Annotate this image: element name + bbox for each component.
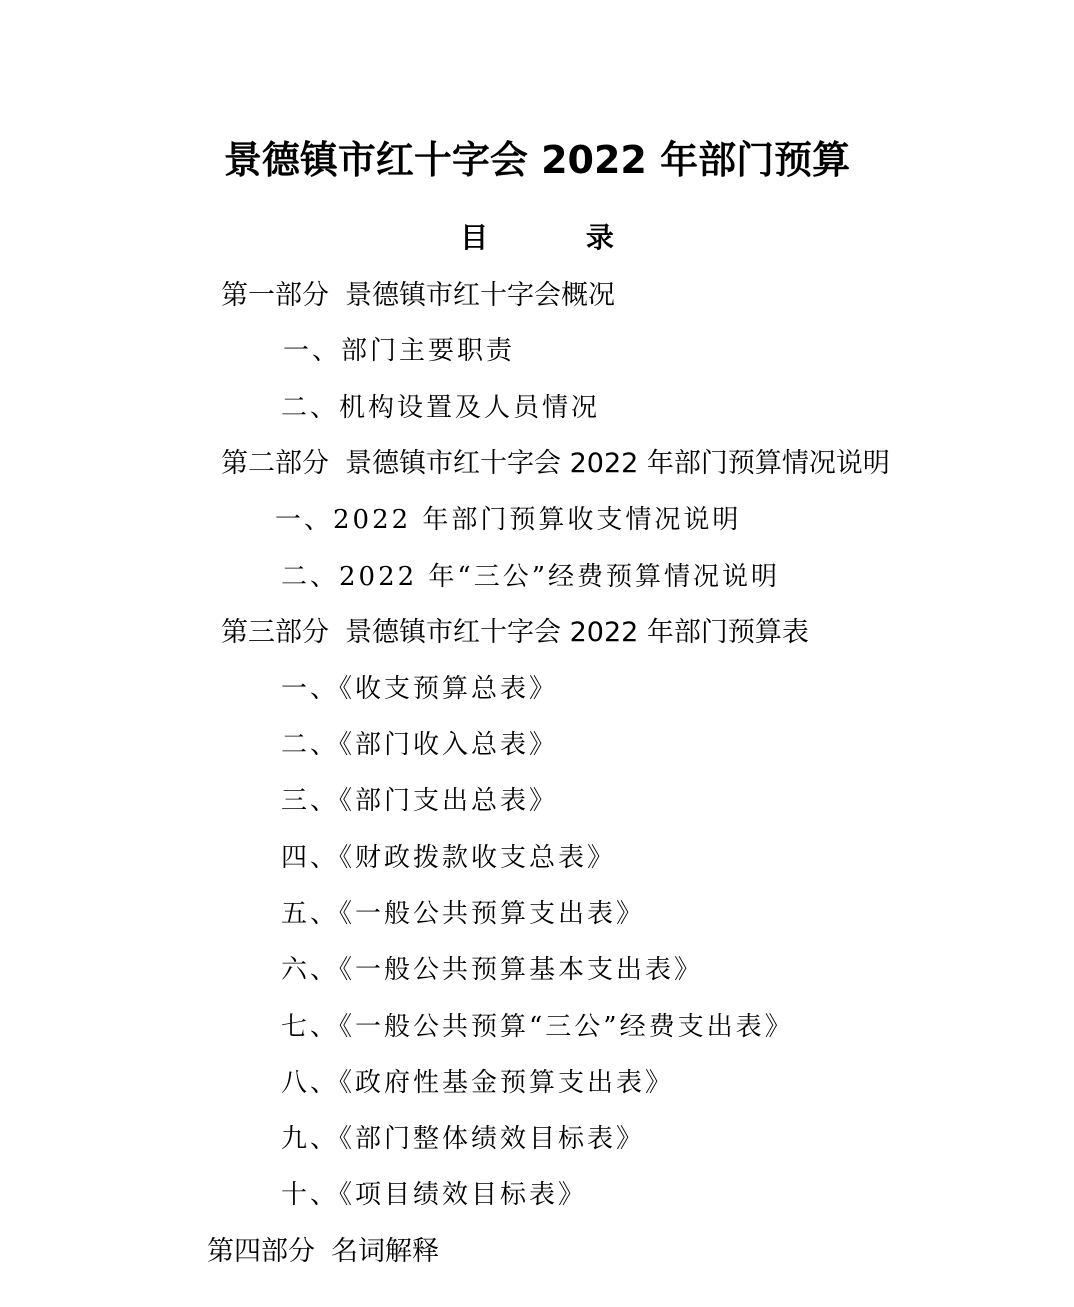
toc-item: 四、《财政拨款收支总表》 bbox=[281, 843, 617, 873]
part-title: 景德镇市红十字会 2022 年部门预算表 bbox=[345, 617, 809, 648]
toc-item: 二、2022 年“三公”经费预算情况说明 bbox=[281, 562, 781, 592]
part-title: 景德镇市红十字会概况 bbox=[345, 280, 615, 311]
toc-item: 三、《部门支出总表》 bbox=[281, 786, 559, 816]
toc-item: 一、部门主要职责 bbox=[283, 336, 516, 366]
toc-heading: 目 录 bbox=[460, 221, 658, 254]
toc-item: 六、《一般公共预算基本支出表》 bbox=[281, 955, 704, 985]
toc-item: 七、《一般公共预算“三公”经费支出表》 bbox=[281, 1012, 794, 1042]
toc-item: 二、机构设置及人员情况 bbox=[281, 393, 601, 423]
part-label: 第三部分 bbox=[221, 617, 329, 648]
toc-item: 九、《部门整体绩效目标表》 bbox=[281, 1124, 646, 1154]
toc-part-2 bbox=[221, 444, 890, 484]
toc-part-1 bbox=[221, 276, 615, 316]
toc-item: 八、《政府性基金预算支出表》 bbox=[281, 1068, 675, 1098]
part-label: 第一部分 bbox=[221, 280, 329, 311]
toc-part-3 bbox=[221, 613, 809, 653]
toc-item: 五、《一般公共预算支出表》 bbox=[281, 899, 646, 929]
toc-item: 二、《部门收入总表》 bbox=[281, 730, 559, 760]
toc-item: 一、《收支预算总表》 bbox=[281, 674, 559, 704]
part-title: 名词解释 bbox=[331, 1236, 439, 1267]
document-title: 景德镇市红十字会 2022 年部门预算 bbox=[223, 138, 851, 182]
toc-item: 一、2022 年部门预算收支情况说明 bbox=[275, 505, 742, 535]
part-label: 第四部分 bbox=[207, 1236, 315, 1267]
part-label: 第二部分 bbox=[221, 448, 329, 479]
toc-item: 十、《项目绩效目标表》 bbox=[281, 1180, 588, 1210]
toc-part-4 bbox=[207, 1232, 439, 1272]
part-title: 景德镇市红十字会 2022 年部门预算情况说明 bbox=[345, 448, 890, 479]
